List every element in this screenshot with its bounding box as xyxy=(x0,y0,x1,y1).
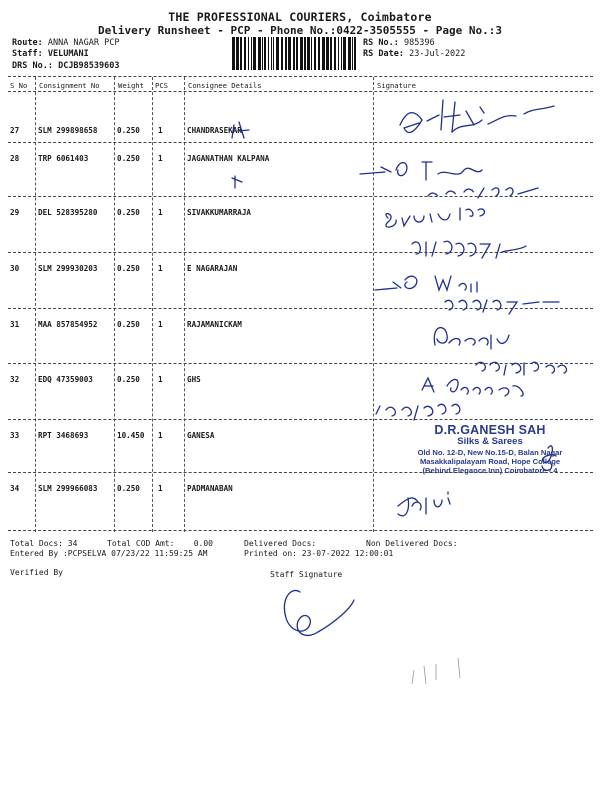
col-signature: Signature xyxy=(377,81,416,90)
divider-2 xyxy=(114,77,115,532)
barcode-bar xyxy=(304,37,306,70)
rs-date-label: RS Date: xyxy=(363,49,404,59)
route-line xyxy=(12,38,120,48)
stray-marks xyxy=(412,658,460,684)
cell-pcs: 1 xyxy=(158,484,163,493)
barcode-bar xyxy=(262,37,263,70)
row-separator xyxy=(8,142,593,143)
cell-weight: 10.450 xyxy=(117,431,145,440)
col-weight: Weight xyxy=(118,81,144,90)
cell-weight: 0.250 xyxy=(117,320,140,329)
stamp-tagline: Silks & Sarees xyxy=(457,436,523,447)
route-label: Route: xyxy=(12,38,43,48)
cell-cons: TRP 6061403 xyxy=(38,154,89,163)
col-pcs: PCS xyxy=(155,81,168,90)
cell-consignee: GANESA xyxy=(187,431,215,440)
signature-34 xyxy=(398,492,450,516)
col-consignee: Consignee Details xyxy=(188,81,262,90)
cell-cons: DEL 528395280 xyxy=(38,208,98,217)
staff-signature-label: Staff Signature xyxy=(270,570,343,579)
stamp-address-3: (Behind Elegance Inn) Coimbatore - 4 xyxy=(422,466,558,475)
barcode-bar xyxy=(240,37,242,70)
signature-29 xyxy=(386,208,485,227)
cell-cons: RPT 3468693 xyxy=(38,431,89,440)
cell-weight: 0.250 xyxy=(117,154,140,163)
drs-label: DRS No.: xyxy=(12,61,53,71)
staff-signature-mark xyxy=(284,590,354,635)
barcode-bar xyxy=(341,37,342,70)
barcode-bar xyxy=(251,37,252,70)
cell-consignee: E NAGARAJAN xyxy=(187,264,238,273)
barcode-bar xyxy=(352,37,353,70)
barcode-bar xyxy=(307,37,310,70)
barcode-bar xyxy=(348,37,351,70)
cell-sno: 29 xyxy=(10,208,20,217)
row-separator xyxy=(8,308,593,309)
cell-consignee: RAJAMANICKAM xyxy=(187,320,242,329)
table-bottom-rule xyxy=(8,530,593,531)
barcode-bar xyxy=(330,37,332,70)
barcode-bar xyxy=(268,37,269,70)
barcode xyxy=(232,37,358,70)
cell-cons: EDQ 47359003 xyxy=(38,375,93,384)
staff-line xyxy=(12,49,89,59)
divider-3 xyxy=(152,77,153,532)
cell-sno: 32 xyxy=(10,375,20,384)
stamp-name: D.R.GANESH SAH xyxy=(434,423,546,437)
phone-29 xyxy=(412,241,526,258)
verified-by: Verified By xyxy=(10,568,63,577)
divider-5 xyxy=(373,77,374,532)
barcode-bar xyxy=(296,37,298,70)
cell-pcs: 1 xyxy=(158,264,163,273)
barcode-bar xyxy=(293,37,295,70)
cell-pcs: 1 xyxy=(158,375,163,384)
cell-sno: 31 xyxy=(10,320,20,329)
row-separator xyxy=(8,196,593,197)
rs-date-value: 23-Jul-2022 xyxy=(409,49,466,59)
barcode-bar xyxy=(276,37,279,70)
staff-value: VELUMANI xyxy=(47,49,89,59)
company-name: THE PROFESSIONAL COURIERS, Coimbatore xyxy=(168,10,432,24)
total-cod: Total COD Amt: 0.00 xyxy=(107,539,213,548)
header-rule-bottom xyxy=(8,91,593,92)
shop-stamp xyxy=(385,423,595,475)
col-consignment: Consignment No xyxy=(39,81,100,90)
barcode-bar xyxy=(271,37,272,70)
cell-pcs: 1 xyxy=(158,431,163,440)
barcode-bar xyxy=(244,37,246,70)
barcode-bar xyxy=(288,37,291,70)
drs-line xyxy=(12,61,120,71)
cell-pcs: 1 xyxy=(158,126,163,135)
cell-cons: SLM 299898658 xyxy=(38,126,98,135)
col-sno: S No xyxy=(10,81,28,90)
rs-no-line xyxy=(363,38,435,48)
cell-consignee: SIVAKKUMARRAJA xyxy=(187,208,252,217)
cell-consignee: CHANDRASEKAR xyxy=(187,126,242,135)
runsheet-title: Delivery Runsheet - PCP - Phone No.:0422-3505555 - Page No.:3 xyxy=(98,24,502,37)
cell-weight: 0.250 xyxy=(117,208,140,217)
barcode-bar xyxy=(343,37,346,70)
rs-no-label: RS No.: xyxy=(363,38,399,48)
initial-mark-28 xyxy=(232,176,242,188)
barcode-bar xyxy=(318,37,320,70)
cell-pcs: 1 xyxy=(158,320,163,329)
cell-sno: 30 xyxy=(10,264,20,273)
cell-consignee: JAGANATHAN KALPANA xyxy=(187,154,270,163)
phone-30 xyxy=(445,300,559,314)
phone-31 xyxy=(476,362,566,375)
barcode-bar xyxy=(311,37,312,70)
cell-weight: 0.250 xyxy=(117,264,140,273)
signature-27 xyxy=(400,100,484,133)
signature-32 xyxy=(422,378,523,396)
barcode-bar xyxy=(334,37,336,70)
barcode-bar xyxy=(273,37,274,70)
cell-pcs: 1 xyxy=(158,154,163,163)
staff-label: Staff: xyxy=(12,49,43,59)
barcode-bar xyxy=(281,37,283,70)
barcode-bar xyxy=(253,37,256,70)
barcode-bar xyxy=(285,37,287,70)
cell-sno: 28 xyxy=(10,154,20,163)
barcode-bar xyxy=(264,37,266,70)
printed-on: Printed on: 23-07-2022 12:00:01 xyxy=(244,549,394,558)
rs-date-line xyxy=(363,49,465,59)
signature-30 xyxy=(375,276,477,292)
cell-consignee: GHS xyxy=(187,375,201,384)
barcode-bar xyxy=(314,37,316,70)
non-delivered-docs: Non Delivered Docs: xyxy=(366,539,458,548)
barcode-bar xyxy=(326,37,329,70)
row-separator xyxy=(8,252,593,253)
cell-weight: 0.250 xyxy=(117,126,140,135)
cell-cons: MAA 857854952 xyxy=(38,320,98,329)
cell-cons: SLM 299966083 xyxy=(38,484,98,493)
drs-value: DCJB98539603 xyxy=(58,61,120,71)
row-separator xyxy=(8,419,593,420)
barcode-bar xyxy=(258,37,261,70)
cell-consignee: PADMANABAN xyxy=(187,484,233,493)
entered-by: Entered By :PCPSELVA 07/23/22 11:59:25 AM xyxy=(10,549,208,558)
phone-27 xyxy=(452,106,554,132)
rs-no-value: 985396 xyxy=(403,38,435,48)
cell-sno: 33 xyxy=(10,431,20,440)
cell-pcs: 1 xyxy=(158,208,163,217)
signature-31 xyxy=(434,328,509,349)
cell-weight: 0.250 xyxy=(117,375,140,384)
stamp-address-2: Masakkalipalayam Road, Hope College xyxy=(419,457,561,466)
signature-28 xyxy=(360,162,482,180)
delivered-docs: Delivered Docs: xyxy=(244,539,317,548)
barcode-bar xyxy=(322,37,325,70)
divider-4 xyxy=(184,77,185,532)
phone-32 xyxy=(376,404,460,420)
cell-sno: 27 xyxy=(10,126,20,135)
header-rule-top xyxy=(8,76,593,77)
row-separator xyxy=(8,363,593,364)
cell-cons: SLM 299930203 xyxy=(38,264,98,273)
stamp-address-1: Old No. 12-D, New No.15-D, Balan Nagar xyxy=(417,448,563,457)
barcode-bar xyxy=(236,37,239,70)
total-docs: Total Docs: 34 xyxy=(10,539,78,548)
barcode-bar xyxy=(300,37,303,70)
route-value: ANNA NAGAR PCP xyxy=(47,38,120,48)
cell-sno: 34 xyxy=(10,484,20,493)
barcode-bar xyxy=(338,37,339,70)
barcode-bar xyxy=(354,37,356,70)
divider-1 xyxy=(35,77,36,532)
barcode-bar xyxy=(248,37,249,70)
cell-weight: 0.250 xyxy=(117,484,140,493)
barcode-bar xyxy=(232,37,235,70)
